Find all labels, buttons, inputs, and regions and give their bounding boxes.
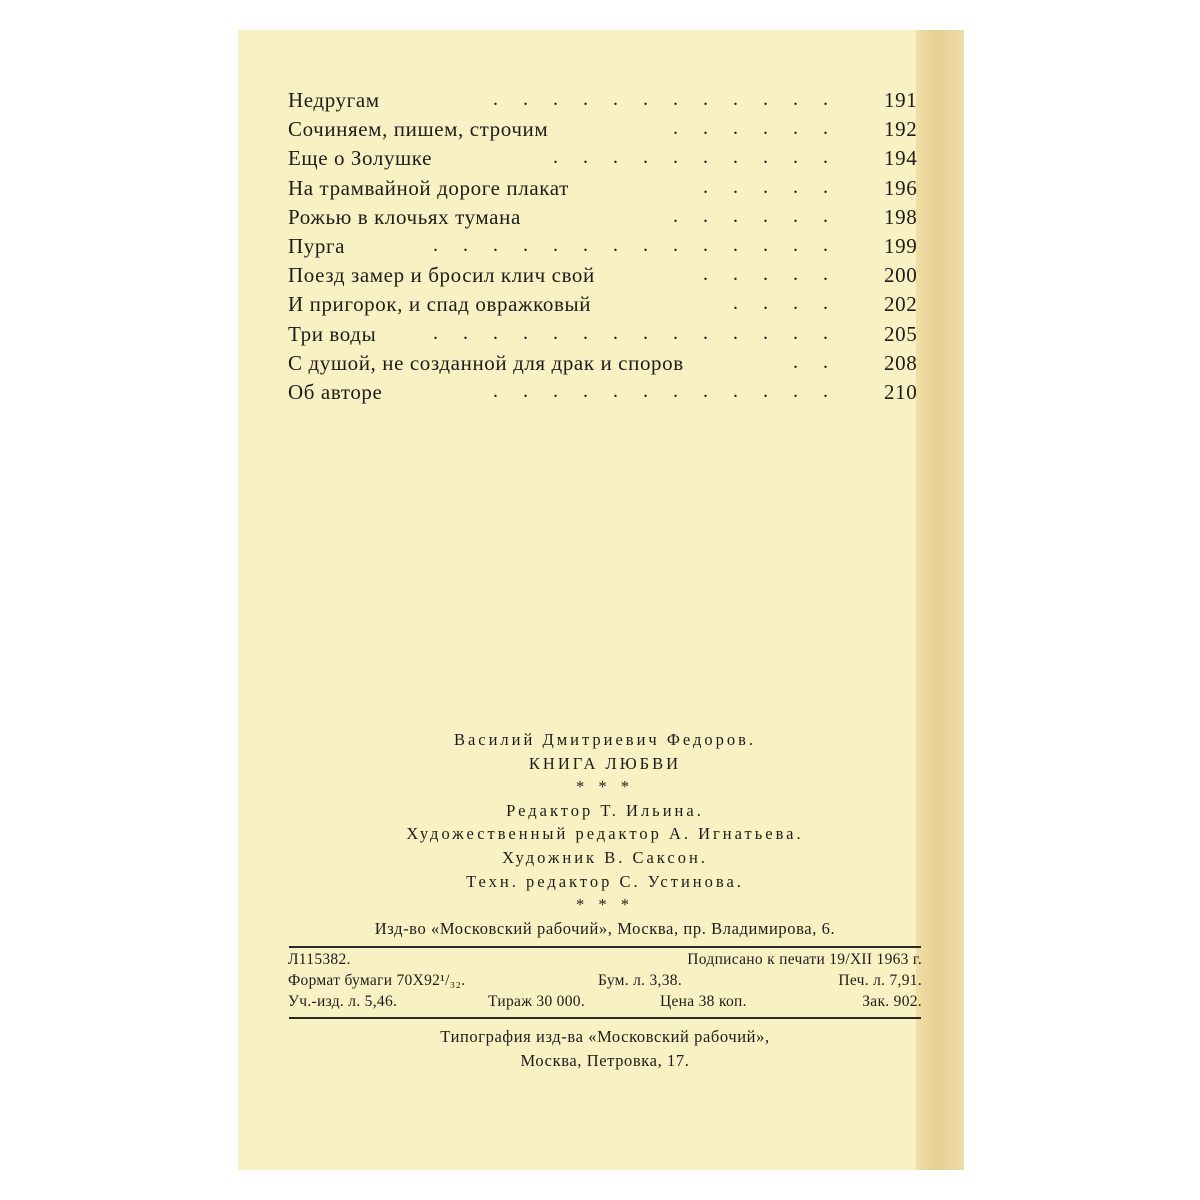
author-name: Василий Дмитриевич Федоров. xyxy=(453,730,757,749)
tech-editor-credit: Техн. редактор С. Устинова. xyxy=(466,871,744,891)
toc-title: Сочиняем, пишем, строчим xyxy=(288,117,549,142)
toc-page-number: 210 xyxy=(884,379,918,404)
publication-row xyxy=(288,990,922,1011)
toc-page-number: 198 xyxy=(884,204,918,229)
toc-title: Об авторе xyxy=(288,379,383,404)
toc-title: Еще о Золушке xyxy=(288,146,433,171)
art-editor-credit: Художественный редактор А. Игнатьева. xyxy=(406,824,804,844)
toc-page-number: 205 xyxy=(884,321,918,346)
toc-title: Пурга xyxy=(288,233,346,258)
toc-entry xyxy=(288,292,918,321)
dot-leader: . . . . . . . . . . . . . . xyxy=(433,321,838,344)
order-number: Зак. 902. xyxy=(862,993,922,1011)
toc-title: И пригорок, и спад овражковый xyxy=(288,292,592,317)
toc-entry xyxy=(288,176,918,205)
toc-page-number: 200 xyxy=(884,263,918,288)
toc-title: Три воды xyxy=(288,321,377,346)
toc-entry xyxy=(288,380,918,409)
toc-page-number: 199 xyxy=(884,233,918,258)
publication-row xyxy=(288,948,922,969)
dot-leader: . . . . . . . . . . . . xyxy=(493,379,838,402)
print-run: Тираж 30 000. xyxy=(488,993,585,1011)
page-edge-stain xyxy=(916,30,964,1170)
separator-stars: * * * xyxy=(576,895,634,915)
dot-leader: . . . . . . xyxy=(673,204,838,227)
dot-leader: . . . . . xyxy=(703,175,838,198)
toc-entry xyxy=(288,117,918,146)
toc-page-number: 196 xyxy=(884,175,918,200)
imprint-block xyxy=(288,728,922,1073)
toc-page-number: 194 xyxy=(884,146,918,171)
toc-title: Поезд замер и бросил клич свой xyxy=(288,263,595,288)
toc-entry xyxy=(288,263,918,292)
toc-title: Недругам xyxy=(288,88,380,112)
toc-entry xyxy=(288,322,918,351)
dot-leader: . . . . . . . . . . . . xyxy=(493,88,838,110)
toc-title: С душой, не созданной для драк и споров xyxy=(288,350,684,375)
publisher-address: Изд-во «Московский рабочий», Москва, пр. Владимирова, 6. xyxy=(374,918,836,938)
dot-leader: . . . . . . . . . . . . . . xyxy=(433,233,838,256)
toc-page-number: 192 xyxy=(884,117,918,142)
paper-sheets: Бум. л. 3,38. xyxy=(598,972,683,990)
table-of-contents xyxy=(288,88,918,409)
toc-entry xyxy=(288,234,918,263)
toc-entry xyxy=(288,205,918,234)
printer-address: Москва, Петровка, 17. xyxy=(520,1050,690,1070)
publication-row xyxy=(288,969,922,990)
edu-sheets: Уч.-изд. л. 5,46. xyxy=(288,993,398,1011)
dot-leader: . . . . xyxy=(733,292,838,315)
toc-page-number: 202 xyxy=(884,292,918,317)
toc-entry xyxy=(288,146,918,175)
catalog-code: Л115382. xyxy=(288,951,351,969)
dot-leader: . . . . . . xyxy=(673,117,838,140)
editor-credit: Редактор Т. Ильина. xyxy=(506,800,704,820)
toc-entry xyxy=(288,351,918,380)
book-page xyxy=(238,30,964,1170)
paper-format: Формат бумаги 70Х92¹/₃₂. xyxy=(288,972,466,990)
separator-stars: * * * xyxy=(576,777,634,797)
dot-leader: . . xyxy=(793,350,838,373)
toc-page-number: 191 xyxy=(884,88,918,112)
toc-entry xyxy=(288,88,918,117)
signed-date: Подписано к печати 19/XII 1963 г. xyxy=(687,951,922,969)
toc-page-number: 208 xyxy=(884,350,918,375)
artist-credit: Художник В. Саксон. xyxy=(502,847,708,867)
toc-title: На трамвайной дороге плакат xyxy=(288,175,569,200)
price: Цена 38 коп. xyxy=(660,993,747,1011)
dot-leader: . . . . . xyxy=(703,263,838,286)
dot-leader: . . . . . . . . . . xyxy=(553,146,838,169)
printer-line: Типография изд-ва «Московский рабочий», xyxy=(440,1027,770,1047)
book-title: КНИГА ЛЮБВИ xyxy=(528,753,682,773)
divider-rule xyxy=(289,1017,921,1019)
print-sheets: Печ. л. 7,91. xyxy=(838,972,922,990)
toc-title: Рожью в клочьях тумана xyxy=(288,204,521,229)
